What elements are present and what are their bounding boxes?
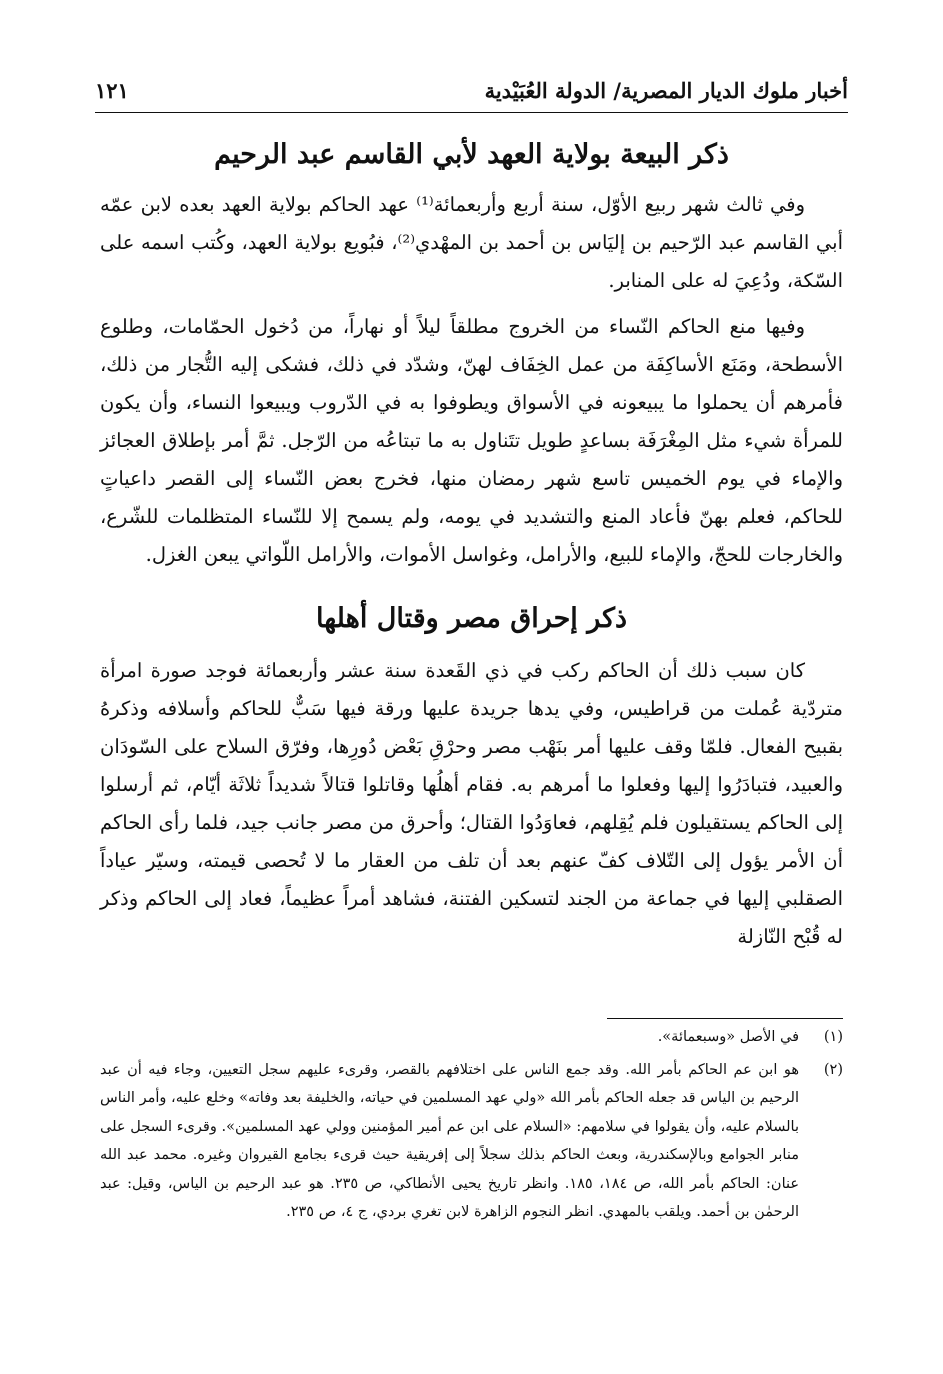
page-header xyxy=(95,72,848,112)
footnote-number: (٢) xyxy=(823,1061,843,1078)
paragraph: كان سبب ذلك أن الحاكم ركب في ذي القَعدة سنة عشر وأربعمائة فوجد صورة امرأة متردّية عُملت من قراطيس، وفي يدها جريدة عليها ورقة فيها سَبٌّ للحاكم وأسلافه وذكرهُ بقبيح الفعال. فلمّا وقف عليها أمر بنَهْب مصر وحرْقِ بَعْض دُورِها، وفرّق السلاح على السّودَان والعبيد، فتبادَرُوا إليها وفعلوا ما أمرهم به. فقام أهلُها وقاتلوا قتالاً شديداً ثلاثَة أيّام، ثم أرسلوا إلى الحاكم يستقيلون فلم يُقِلهم، فعاوَدُوا القتال؛ وأحرق من مصر جانب جيد، فلما رأى الحاكم أن الأمر يؤول إلى التّلاف كفّ عنهم بعد أن تلف من العقار ما لا تُحصى قيمته، وسيّر عياداً الصقلبي إليها في جماعة من الجند لتسكين الفتنة، فشاهد أمراً عظيماً، فعاد إلى الحاكم وذكر له قُبْح النّازلة xyxy=(100,659,843,948)
running-title: أخبار ملوك الديار المصرية/ الدولة العُبَيْدية xyxy=(484,78,848,103)
main-text xyxy=(100,132,843,956)
paragraph: وفي ثالث شهر ربيع الأوّل، سنة أربع وأربعمائة⁽¹⁾ عهد الحاكم بولاية العهد بعده لابن عمّه أبي القاسم عبد الرّحيم بن إليَاس بن أحمد بن المهْدي⁽²⁾، فبُويع بولاية العهد، وكُتب اسمه على السّكة، ودُعِيَ له على المنابر. xyxy=(100,193,843,292)
section-title-burning-of-egypt: ذكر إحراق مصر وقتال أهلها xyxy=(316,603,627,634)
footnote-text: في الأصل «وسبعمائة». xyxy=(657,1029,799,1045)
footnote xyxy=(100,1023,843,1052)
header-rule xyxy=(95,112,848,113)
footnote-text: هو ابن عم الحاكم بأمر الله. وقد جمع الناس على اختلافهم بالقصر، وقرىء عليهم سجل التعيين، وجاء فيه أن عبد الرحيم بن الياس قد جعله الحاكم بأمر الله «ولي عهد المسلمين في حياته، والخليفة بعد وفاته» وخلع عليه، وأمر الناس بالسلام عليه، وأن يقولوا في سلامهم: «السلام على ابن عم أمير المؤمنين وولي عهد المسلمين». وقرىء السجل على منابر الجوامع وبالإسكندرية، وبعث الحاكم بذلك سجلاً إلى إفريقية حيث قرىء بجامع القيروان وغيره. محمد عبد الله عنان: الحاكم بأمر الله، ص ١٨٤، ١٨٥. وانظر تاريخ يحيى الأنطاكي، ص ٢٣٥. هو عبد الرحيم بن الياس، وقيل: عبد الرحمٰن بن أحمد. ويلقب بالمهدي. انظر النجوم الزاهرة لابن تغري بردي، ج ٤، ص ٢٣٥. xyxy=(100,1061,800,1220)
page-number: ١٢١ xyxy=(95,78,129,103)
paragraph: وفيها منع الحاكم النّساء من الخروج مطلقاً ليلاً أو نهاراً، من دُخول الحمّامات، وطلوع الأسطحة، ومَنَع الأساكِفَة من عمل الخِفَاف لهنّ، وشدّد في ذلك، فشكى إليه التُّجار من ذلك، فأمرهم أن يحملوا ما يبيعونه في الأسواق ويطوفوا به في الدّروب ويبيعوا النساء، وأن يكون للمرأة شيء مثل المِغْرَفَة بساعدٍ طويل تتَناول به ما تبتاعُه من الرّجل. ثمَّ أمر بإطلاق العجائز والإماء في يوم الخميس تاسع شهر رمضان منها، فخرج بعض النّساء إلى القصر داعياتٍ للحاكم، فعلم بهنّ فأعاد المنع والتشديد في يومه، ولم يسمح إلا للنّساء المتظلمات للشّرع، والخارجات للحجّ، والإماء للبيع، والأرامل، وغواسل الأموات، والأرامل اللّواتي يبعن الغزل. xyxy=(100,315,843,566)
footnotes xyxy=(100,1018,843,1227)
footnote-rule xyxy=(607,1018,843,1019)
footnote xyxy=(100,1056,843,1227)
footnote-number: (١) xyxy=(823,1029,843,1045)
section-title-allegiance: ذكر البيعة بولاية العهد لأبي القاسم عبد الرحيم xyxy=(214,139,729,170)
